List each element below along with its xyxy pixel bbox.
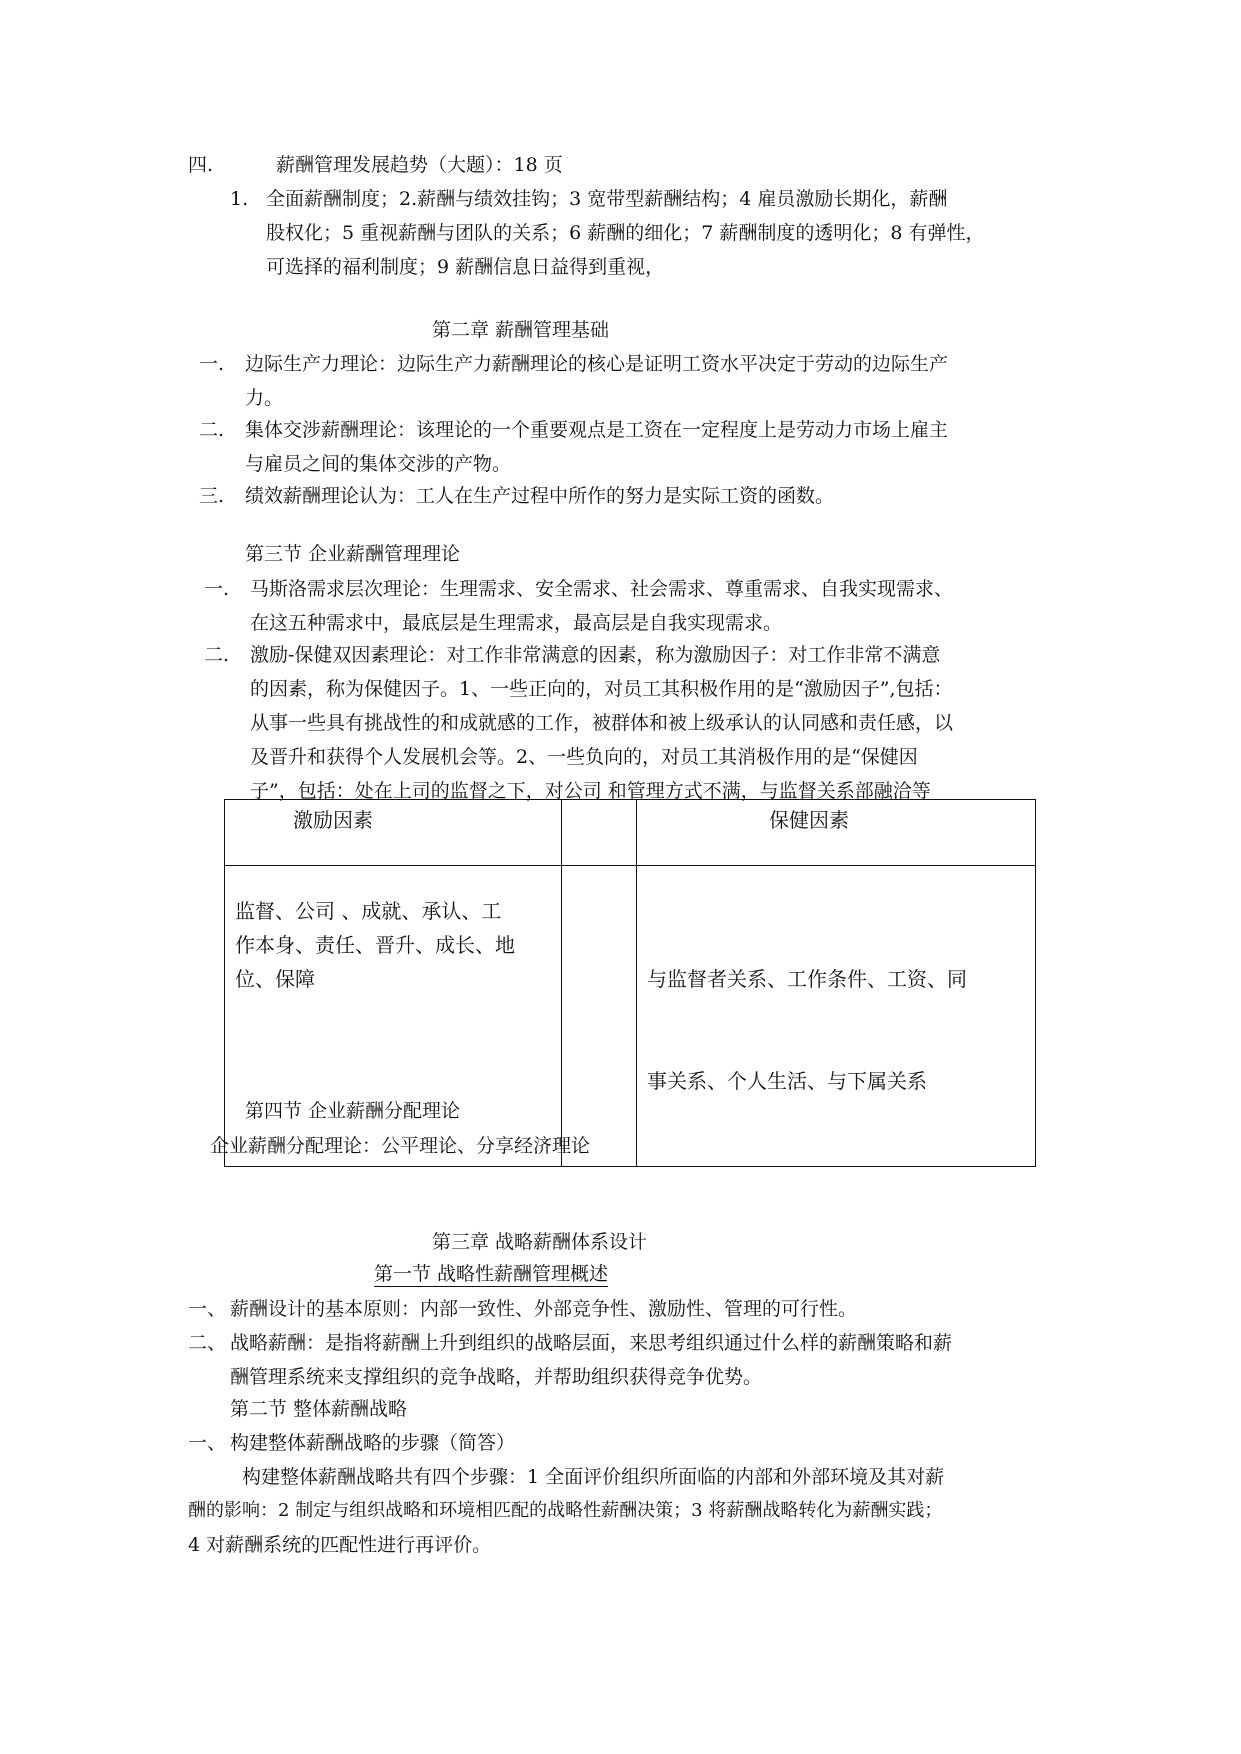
text-line: 马斯洛需求层次理论：生理需求、安全需求、社会需求、尊重需求、自我实现需求、 (250, 578, 954, 600)
hygiene-list (637, 866, 1035, 1166)
text-line: 4 对薪酬系统的匹配性进行再评价。 (188, 1534, 492, 1556)
text-line: 位、保障 (235, 967, 315, 991)
list-item-number: 二、 (188, 1332, 227, 1354)
text-line: 的因素，称为保健因子。1、一些正向的，对员工其积极作用的是“激励因子”,包括： (250, 678, 953, 700)
table-header-cell (637, 800, 1036, 866)
section-title: 第三节 企业薪酬管理理论 (245, 543, 461, 565)
text-line: 力。 (245, 387, 284, 409)
text-line: 子”，包括：处在上司的监督之下，对公司 和管理方式不满，与监督关系部融洽等 (250, 780, 931, 802)
text-line: 与监督者关系、工作条件、工资、同 (647, 967, 967, 991)
text-line: 在这五种需求中，最底层是生理需求，最高层是自我实现需求。 (250, 612, 783, 634)
motivator-header: 激励因素 (293, 808, 373, 832)
table-cell (637, 866, 1036, 1167)
text-line: 可选择的福利制度；9 薪酬信息日益得到重视， (266, 256, 665, 278)
text-line: 酬的影响：2 制定与组织战略和环境相匹配的战略性薪酬决策；3 将薪酬战略转化为薪酬实践； (188, 1500, 943, 1521)
text-line: 股权化；5 重视薪酬与团队的关系；6 薪酬的细化；7 薪酬制度的透明化；8 有弹性， (266, 222, 985, 244)
text-line: 构建整体薪酬战略共有四个步骤：1 全面评价组织所面临的内部和外部环境及其对薪 (242, 1466, 945, 1488)
table-header-cell (225, 800, 562, 866)
list-item (230, 1326, 952, 1394)
text-line: 战略薪酬：是指将薪酬上升到组织的战略层面，来思考组织通过什么样的薪酬策略和薪 (230, 1332, 953, 1354)
section-title: 第四节 企业薪酬分配理论 (245, 1100, 461, 1122)
list-item-number: 一、 (188, 1298, 227, 1320)
section-title: 薪酬管理发展趋势（大题）：18 页 (276, 154, 563, 176)
list-item-number: 一. (204, 578, 230, 600)
text-line: 及晋升和获得个人发展机会等。2、一些负向的，对员工其消极作用的是“保健因 (250, 746, 918, 768)
text-line: 与雇员之间的集体交涉的产物。 (245, 453, 512, 475)
list-item (230, 1292, 857, 1326)
list-item-number: 二. (199, 419, 225, 441)
text-line: 酬管理系统来支撑组织的竞争战略，并帮助组织获得竞争优势。 (230, 1366, 763, 1388)
section-title: 第一节 战略性薪酬管理概述 (374, 1263, 609, 1285)
paragraph: 企业薪酬分配理论：公平理论、分享经济理论 (210, 1135, 591, 1157)
text-line: 集体交涉薪酬理论：该理论的一个重要观点是工资在一定程度上是劳动力市场上雇主 (245, 419, 949, 441)
text-line: 绩效薪酬理论认为：工人在生产过程中所作的努力是实际工资的函数。 (245, 485, 835, 507)
list-item-number: 二. (204, 644, 230, 666)
list-item-number: 一. (199, 353, 225, 375)
text-line: 监督、公司 、成就、承认、工 (235, 899, 502, 923)
text-line: 边际生产力理论：边际生产力薪酬理论的核心是证明工资水平决定于劳动的边际生产 (245, 353, 949, 375)
trend-list-item (266, 182, 985, 284)
hygiene-header: 保健因素 (769, 808, 849, 832)
list-item (245, 479, 834, 513)
section-title: 第二节 整体薪酬战略 (230, 1398, 408, 1420)
chapter-title: 第二章 薪酬管理基础 (432, 319, 610, 341)
text-line: 从事一些具有挑战性的和成就感的工作，被群体和被上级承认的认同感和责任感，以 (250, 712, 954, 734)
list-item (250, 638, 953, 808)
list-item-number: 一、 (188, 1432, 227, 1454)
text-line: 作本身、责任、晋升、成长、地 (235, 933, 515, 957)
subheading: 构建整体薪酬战略的步骤（简答） (230, 1432, 516, 1454)
motivator-list (225, 866, 561, 996)
table-empty-cell (562, 800, 637, 866)
text-line: 全面薪酬制度；2.薪酬与绩效挂钩；3 宽带型薪酬结构；4 雇员激励长期化，薪酬 (266, 188, 948, 210)
chapter-title: 第三章 战略薪酬体系设计 (432, 1231, 648, 1253)
list-item (250, 572, 953, 640)
list-item-number: 1. (230, 188, 249, 210)
steps-paragraph (188, 1460, 944, 1562)
text-line: 事关系、个人生活、与下属关系 (647, 1069, 927, 1093)
list-item-number: 三. (199, 485, 225, 507)
list-item (245, 347, 948, 415)
section-number: 四. (188, 154, 214, 176)
list-item (245, 413, 948, 481)
text-line: 薪酬设计的基本原则：内部一致性、外部竞争性、激励性、管理的可行性。 (230, 1298, 858, 1320)
table-empty-cell (562, 866, 637, 1167)
text-line: 激励-保健双因素理论：对工作非常满意的因素，称为激励因子：对工作非常不满意 (250, 644, 941, 666)
